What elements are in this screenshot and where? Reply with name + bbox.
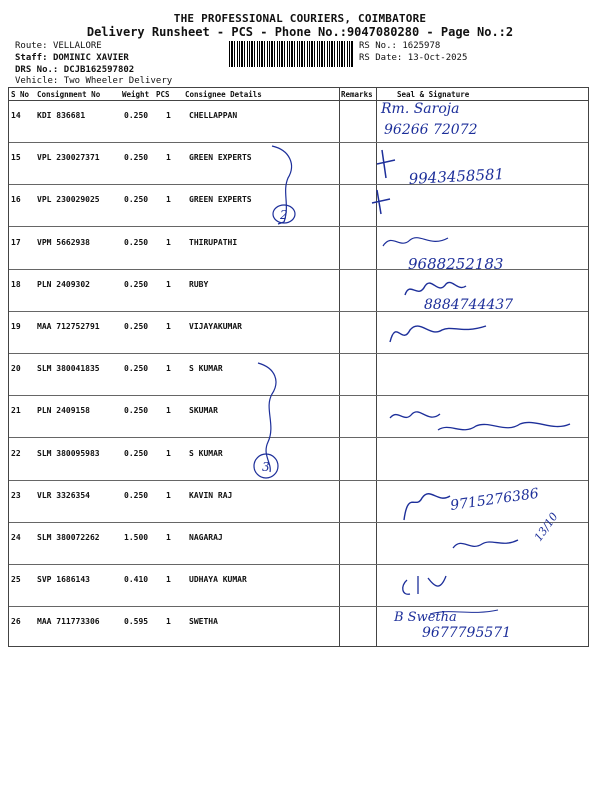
table-row: [9, 438, 588, 481]
rs-date-value: 13-Oct-2025: [407, 53, 468, 63]
row-pcs: 1: [166, 490, 171, 500]
staff-label: Staff:: [15, 53, 48, 63]
row-pcs: 1: [166, 111, 171, 120]
table-row: [9, 522, 588, 565]
row-consignment-no: SLM 380072262: [37, 533, 100, 542]
row-pcs: 1: [166, 153, 171, 163]
header-signature: Seal & Signature: [397, 90, 470, 99]
table-row: [9, 142, 588, 185]
header-pcs: PCS: [156, 90, 170, 99]
table-row: [9, 227, 588, 270]
table-row: [9, 100, 588, 143]
signature-r18-phone: 8884744437: [424, 297, 514, 313]
header-consignee: Consignee Details: [185, 90, 262, 99]
row-sno: 15: [11, 153, 21, 163]
table-row: [9, 480, 588, 523]
row-pcs: 1: [166, 364, 171, 374]
row-pcs: 1: [166, 195, 171, 205]
header-remarks: Remarks: [341, 90, 373, 99]
group-number-2: 2: [280, 208, 288, 222]
table-row: [9, 353, 588, 396]
signature-r14-name: Rm. Saroja: [381, 101, 460, 117]
drs-line: [15, 65, 134, 75]
row-sno: 18: [11, 279, 21, 289]
company-title: THE PROFESSIONAL COURIERS, COIMBATORE: [173, 12, 427, 25]
header-sno: S No: [11, 90, 30, 99]
runsheet-subtitle: Delivery Runsheet - PCS - Phone No.:9047080280 - Page No.:2: [86, 25, 514, 39]
row-weight: 0.595: [124, 617, 149, 627]
row-weight: 0.250: [124, 195, 149, 205]
row-sno: 16: [11, 195, 21, 205]
signature-r26-name: B Swetha: [394, 610, 457, 625]
row-sno: 25: [11, 575, 21, 585]
table-row: [9, 184, 588, 227]
row-consignee: KAVIN RAJ: [189, 490, 233, 500]
row-consignment-no: MAA 712752791: [37, 322, 100, 331]
table-row: [9, 395, 588, 438]
row-consignment-no: PLN 2409302: [37, 279, 90, 289]
signature-r26-phone: 9677795571: [422, 625, 512, 641]
row-consignee: SWETHA: [189, 617, 218, 627]
row-consignment-no: SLM 380041835: [37, 364, 100, 374]
row-weight: 0.250: [124, 153, 149, 163]
row-consignment-no: PLN 2409158: [37, 406, 90, 416]
row-sno: 14: [11, 111, 21, 120]
route-line: [15, 41, 102, 51]
row-consignee: UDHAYA KUMAR: [189, 575, 247, 585]
row-weight: 0.250: [124, 322, 149, 331]
row-sno: 17: [11, 237, 21, 247]
barcode: [229, 41, 354, 67]
row-sno: 23: [11, 490, 21, 500]
rs-date-line: [359, 53, 467, 63]
table-row: [9, 311, 588, 354]
row-consignment-no: VLR 3326354: [37, 490, 90, 500]
vehicle-value: Two Wheeler Delivery: [63, 76, 173, 86]
row-consignee: GREEN EXPERTS: [189, 153, 252, 163]
row-consignment-no: SLM 380095983: [37, 448, 100, 458]
row-weight: 0.250: [124, 490, 149, 500]
route-value: VELLALORE: [52, 41, 102, 51]
row-sno: 22: [11, 448, 21, 458]
row-consignee: VIJAYAKUMAR: [189, 322, 242, 331]
row-consignee: SKUMAR: [189, 406, 218, 416]
row-consignment-no: VPL 230027371: [37, 153, 100, 163]
row-pcs: 1: [166, 617, 171, 627]
signature-r15-phone: 9943458581: [408, 165, 505, 188]
header-weight: Weight: [122, 90, 150, 99]
group-number-3: 3: [262, 460, 270, 474]
row-consignee: S KUMAR: [189, 364, 223, 374]
table-row: [9, 564, 588, 607]
row-pcs: 1: [166, 533, 171, 542]
row-consignment-no: KDI 836681: [37, 111, 86, 120]
rs-no-value: 1625978: [402, 41, 441, 51]
row-consignee: CHELLAPPAN: [189, 111, 238, 120]
runsheet-table: [8, 87, 589, 647]
header-consignment: Consignment No: [37, 90, 101, 99]
route-label: Route:: [15, 41, 48, 51]
row-consignment-no: MAA 711773306: [37, 617, 100, 627]
row-weight: 0.250: [124, 448, 149, 458]
rs-no-label: RS No.:: [359, 41, 397, 51]
vehicle-label: Vehicle:: [15, 76, 59, 86]
row-sno: 26: [11, 617, 21, 627]
rs-no-line: [359, 41, 440, 51]
row-weight: 0.250: [124, 406, 149, 416]
signature-r24-date: 13/10: [531, 510, 561, 544]
signature-r17-phone: 9688252183: [408, 255, 504, 273]
signature-r14-phone: 96266 72072: [384, 122, 478, 138]
vehicle-line: [15, 76, 172, 86]
row-consignee: S KUMAR: [189, 448, 223, 458]
row-sno: 24: [11, 533, 21, 542]
drs-value: DCJB162597802: [63, 65, 135, 75]
table-row: [9, 606, 588, 648]
row-weight: 0.410: [124, 575, 149, 585]
row-pcs: 1: [166, 279, 171, 289]
row-consignee: GREEN EXPERTS: [189, 195, 252, 205]
row-weight: 0.250: [124, 364, 149, 374]
drs-label: DRS No.:: [15, 65, 59, 75]
staff-line: [15, 53, 129, 63]
row-weight: 0.250: [124, 111, 149, 120]
row-pcs: 1: [166, 575, 171, 585]
row-consignment-no: VPL 230029025: [37, 195, 100, 205]
row-weight: 1.500: [124, 533, 149, 542]
row-pcs: 1: [166, 448, 171, 458]
row-consignee: NAGARAJ: [189, 533, 223, 542]
row-consignment-no: SVP 1686143: [37, 575, 90, 585]
row-pcs: 1: [166, 406, 171, 416]
rs-date-label: RS Date:: [359, 53, 403, 63]
row-sno: 20: [11, 364, 21, 374]
signature-r23-phone: 9715276386: [449, 485, 540, 514]
row-consignee: RUBY: [189, 279, 209, 289]
row-consignment-no: VPM 5662938: [37, 237, 90, 247]
table-row: [9, 269, 588, 312]
row-pcs: 1: [166, 237, 171, 247]
staff-value: DOMINIC XAVIER: [52, 53, 129, 63]
row-sno: 21: [11, 406, 21, 416]
row-pcs: 1: [166, 322, 171, 331]
row-sno: 19: [11, 322, 21, 331]
row-weight: 0.250: [124, 279, 149, 289]
row-weight: 0.250: [124, 237, 149, 247]
row-consignee: THIRUPATHI: [189, 237, 238, 247]
